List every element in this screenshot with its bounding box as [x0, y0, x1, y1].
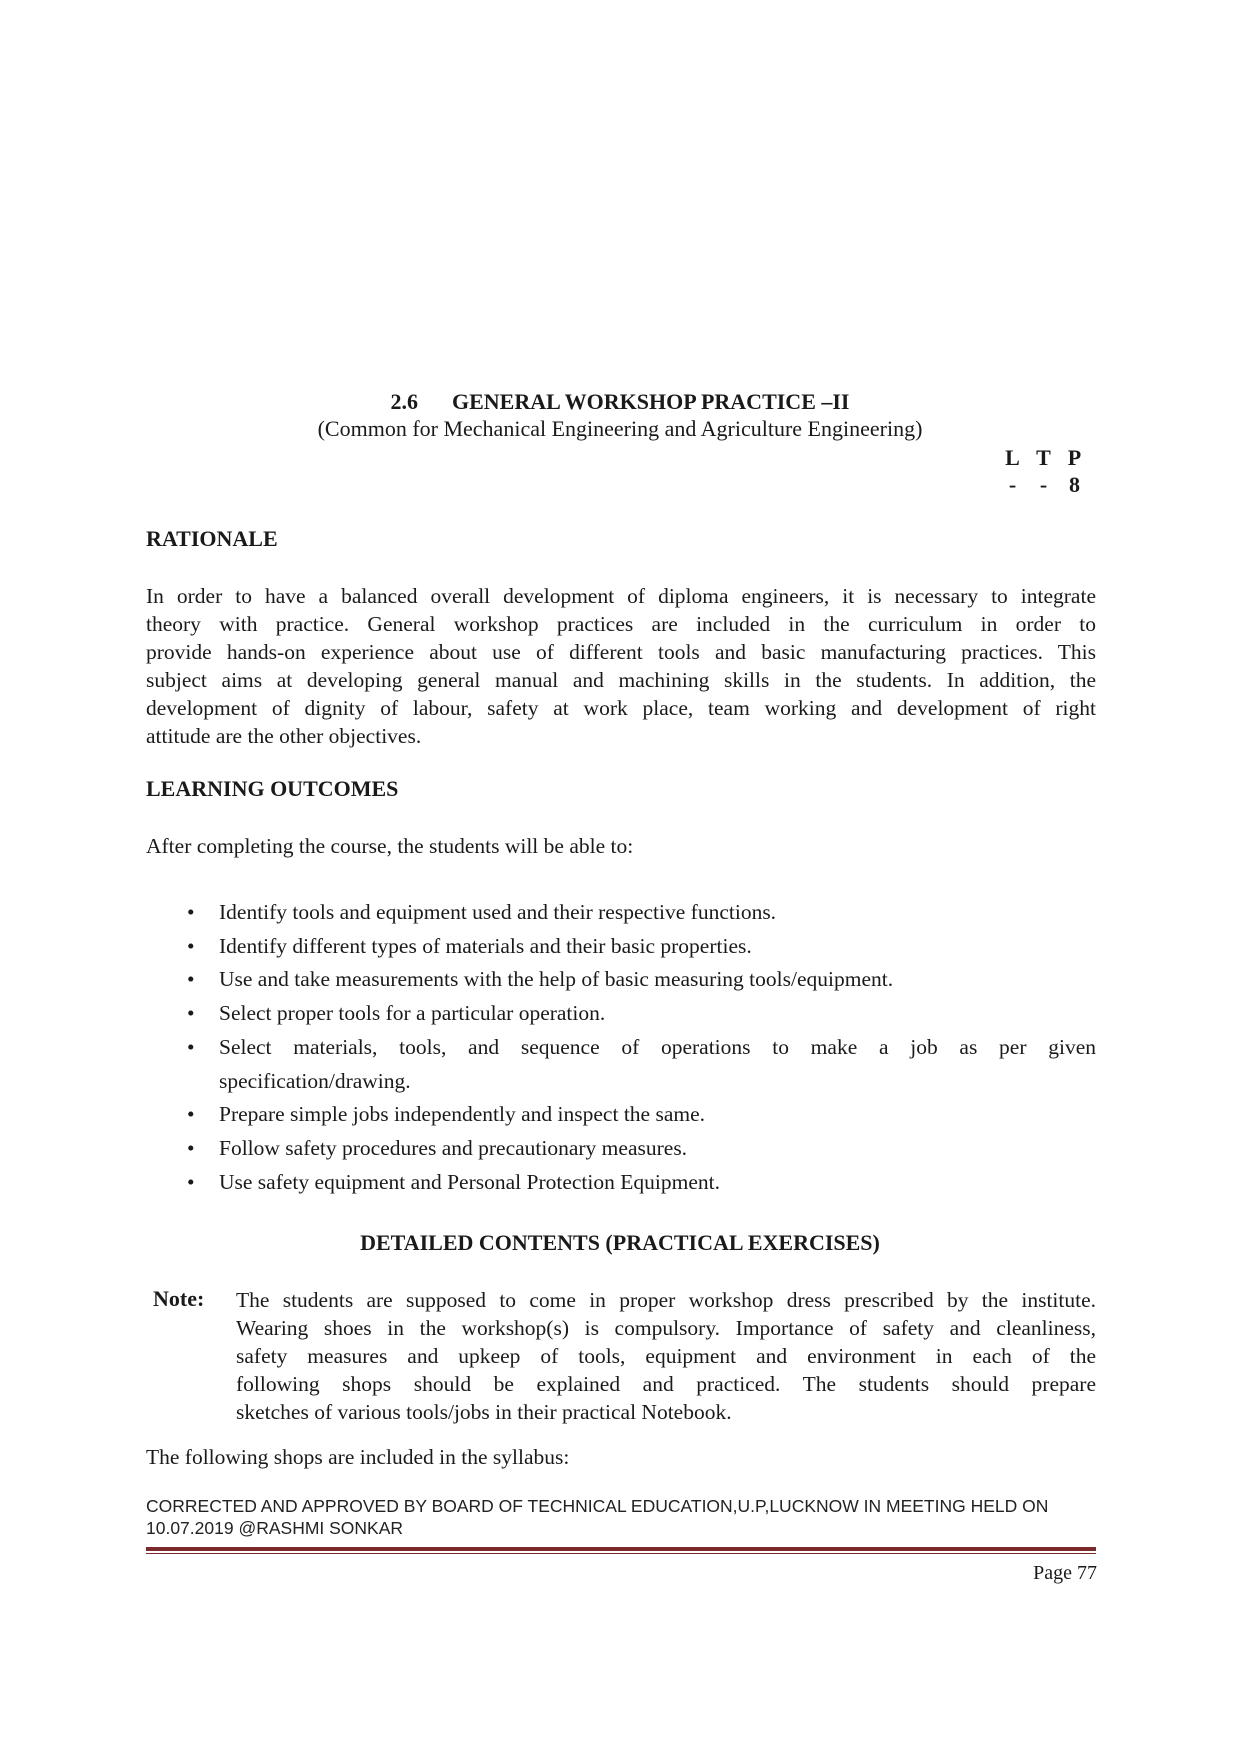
ltp-values [997, 472, 1097, 498]
footer-approval-line: CORRECTED AND APPROVED BY BOARD OF TECHNICAL EDUCATION,U.P,LUCKNOW IN MEETING HELD ON [146, 1496, 1049, 1516]
note-line: following shops should be explained and practiced. The students should prepare [236, 1372, 1096, 1396]
list-item [146, 930, 1096, 964]
list-item [146, 1166, 1096, 1200]
bullet-icon: • [187, 1034, 195, 1059]
bullet-icon: • [187, 900, 195, 924]
detailed-contents-heading: DETAILED CONTENTS (PRACTICAL EXERCISES) [360, 1230, 880, 1255]
note-line: sketches of various tools/jobs in their practical Notebook. [236, 1400, 732, 1424]
ltp-value-p: 8 [1069, 472, 1080, 497]
rationale-line: attitude are the other objectives. [146, 724, 422, 748]
rationale-line: In order to have a balanced overall development of diploma engineers, it is necessary to integrate [146, 584, 1096, 608]
ltp-value-l: - [1008, 472, 1017, 497]
section-number: 2.6 [390, 389, 418, 414]
list-item-text: Select materials, tools, and sequence of operations to make a job as per given [219, 1034, 1096, 1059]
section-title-text: GENERAL WORKSHOP PRACTICE –II [451, 389, 850, 414]
footer-divider-thin [146, 1553, 1096, 1554]
ltp-header-p: P [1067, 445, 1082, 470]
learning-outcomes-list [146, 896, 1096, 1199]
ltp-headers [997, 445, 1097, 471]
list-item-text: Use and take measurements with the help of basic measuring tools/equipment. [219, 967, 894, 992]
footer-date-line: 10.07.2019 @RASHMI SONKAR [146, 1518, 404, 1538]
shops-intro: The following shops are included in the syllabus: [146, 1445, 570, 1469]
learning-outcomes-intro: After completing the course, the students will be able to: [146, 834, 634, 858]
ltp-header-l: L [1005, 445, 1020, 470]
note-label: Note: [153, 1286, 205, 1311]
bullet-icon: • [187, 1001, 195, 1026]
note-paragraph [236, 1286, 1096, 1426]
rationale-line: provide hands-on experience about use of different tools and basic manufacturing practices. This [146, 640, 1096, 664]
bullet-icon: • [187, 1135, 195, 1160]
section-subtitle: (Common for Mechanical Engineering and Agriculture Engineering) [317, 416, 923, 441]
list-item-text-continuation: specification/drawing. [219, 1068, 411, 1093]
bullet-icon: • [187, 1102, 195, 1127]
note-line: safety measures and upkeep of tools, equipment and environment in each of the [236, 1344, 1096, 1368]
list-item [146, 896, 1096, 930]
list-item [146, 1132, 1096, 1166]
rationale-line: subject aims at developing general manual and machining skills in the students. In addition, the [146, 668, 1096, 692]
page-number: Page 77 [1033, 1562, 1097, 1584]
list-item [146, 1031, 1096, 1098]
list-item-text: Identify different types of materials and their basic properties. [219, 933, 752, 958]
ltp-value-t: - [1039, 472, 1048, 497]
list-item-text: Select proper tools for a particular operation. [219, 1001, 606, 1026]
rationale-line: theory with practice. General workshop practices are included in the curriculum in order to [146, 612, 1096, 636]
rationale-line: development of dignity of labour, safety at work place, team working and development of right [146, 696, 1096, 720]
note-line: Wearing shoes in the workshop(s) is compulsory. Importance of safety and cleanliness, [236, 1316, 1096, 1340]
list-item [146, 963, 1096, 997]
list-item-text: Prepare simple jobs independently and inspect the same. [219, 1102, 706, 1127]
note-line: The students are supposed to come in proper workshop dress prescribed by the institute. [236, 1288, 1096, 1312]
list-item-text: Use safety equipment and Personal Protection Equipment. [219, 1169, 720, 1194]
bullet-icon: • [187, 1169, 195, 1194]
section-title [0, 389, 1240, 415]
list-item [146, 997, 1096, 1031]
bullet-icon: • [187, 933, 195, 958]
learning-outcomes-heading: LEARNING OUTCOMES [146, 776, 399, 801]
list-item [146, 1098, 1096, 1132]
rationale-heading: RATIONALE [146, 526, 278, 551]
list-item-text: Follow safety procedures and precautionary measures. [219, 1135, 688, 1160]
ltp-header-t: T [1036, 445, 1051, 470]
list-item-text: Identify tools and equipment used and their respective functions. [219, 900, 777, 924]
rationale-paragraph [146, 582, 1096, 750]
footer-divider [146, 1547, 1096, 1551]
bullet-icon: • [187, 967, 195, 992]
